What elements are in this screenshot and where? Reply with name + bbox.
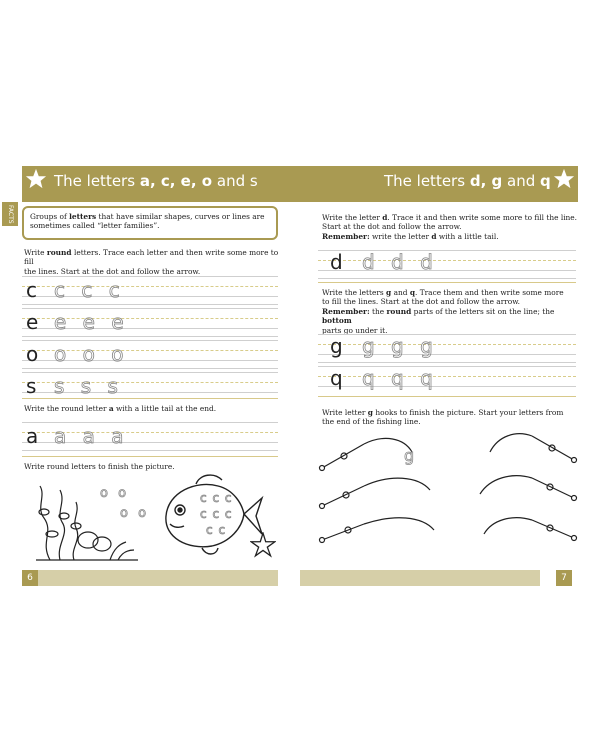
scale-trace[interactable]: c c xyxy=(206,523,226,537)
sample-letter: e xyxy=(26,310,39,334)
letter-a-instruction: Write the round letter a with a little tail at the end. xyxy=(24,404,217,413)
sample-letter: d xyxy=(330,250,343,274)
hook-trace[interactable]: g xyxy=(404,446,415,465)
starfish-icon xyxy=(250,532,276,558)
sample-letter: c xyxy=(26,278,37,302)
round-letters-instruction: Write round letters. Trace each letter and then write some more to fill the lines. Start at the dot and follow the arrow. xyxy=(24,248,279,276)
section-divider xyxy=(318,282,576,283)
sample-letter: a xyxy=(26,424,39,448)
section-divider xyxy=(22,456,278,457)
letters-g-q-instruction: Write the letters g and q. Trace them and then write some more to fill the lines. Start at the dot and follow the arrow. Remember: the round parts of the letters sit on the line; the bottom parts go under it. xyxy=(322,288,564,335)
sample-letter: q xyxy=(330,366,343,390)
left-page-number: 6 xyxy=(22,570,38,586)
scale-trace[interactable]: c c c xyxy=(200,507,232,521)
handwriting-lines-g-q xyxy=(318,334,576,390)
right-page-title: The letters d, g and q xyxy=(384,172,551,190)
bubble-trace[interactable]: o o xyxy=(100,486,127,501)
trace-letters[interactable]: d d d xyxy=(362,250,433,274)
trace-letters[interactable]: q q q xyxy=(362,366,433,390)
sample-letter: s xyxy=(26,374,37,398)
sample-letter: o xyxy=(26,342,39,366)
facts-side-tab: FACTS xyxy=(2,202,18,226)
scale-trace[interactable]: c c c xyxy=(200,491,232,505)
right-page-number: 7 xyxy=(556,570,572,586)
trace-letters[interactable]: s s s xyxy=(54,374,118,398)
picture-instruction: Write round letters to finish the picture. xyxy=(24,462,175,471)
fishing-hooks-instruction: Write letter g hooks to finish the picture. Start your letters from the end of the fishing line. xyxy=(322,408,564,427)
star-icon xyxy=(25,168,47,190)
bubble-trace[interactable]: o o xyxy=(120,506,147,521)
section-divider xyxy=(318,396,576,397)
trace-letters[interactable]: c c c xyxy=(54,278,120,302)
letter-d-instruction: Write the letter d. Trace it and then write some more to fill the line. Start at the dot and follow the arrow. Remember: write the letter d with a little tail. xyxy=(322,213,578,241)
trace-letters[interactable]: a a a xyxy=(54,424,124,448)
trace-letters[interactable]: e e e xyxy=(54,310,124,334)
sample-letter: g xyxy=(330,334,343,358)
callout-text: Groups of letters that have similar shapes, curves or lines are sometimes called “letter families”. xyxy=(30,212,265,231)
left-page-title: The letters a, c, e, o and s xyxy=(54,172,258,190)
trace-letters[interactable]: o o o xyxy=(54,342,124,366)
handwriting-lines-d xyxy=(318,250,576,280)
left-footer-bar xyxy=(38,570,278,586)
section-divider xyxy=(22,398,278,399)
right-footer-bar xyxy=(300,570,540,586)
fishing-rods-illustration xyxy=(318,428,580,550)
trace-letters[interactable]: g g g xyxy=(362,334,433,358)
star-icon xyxy=(553,168,575,190)
